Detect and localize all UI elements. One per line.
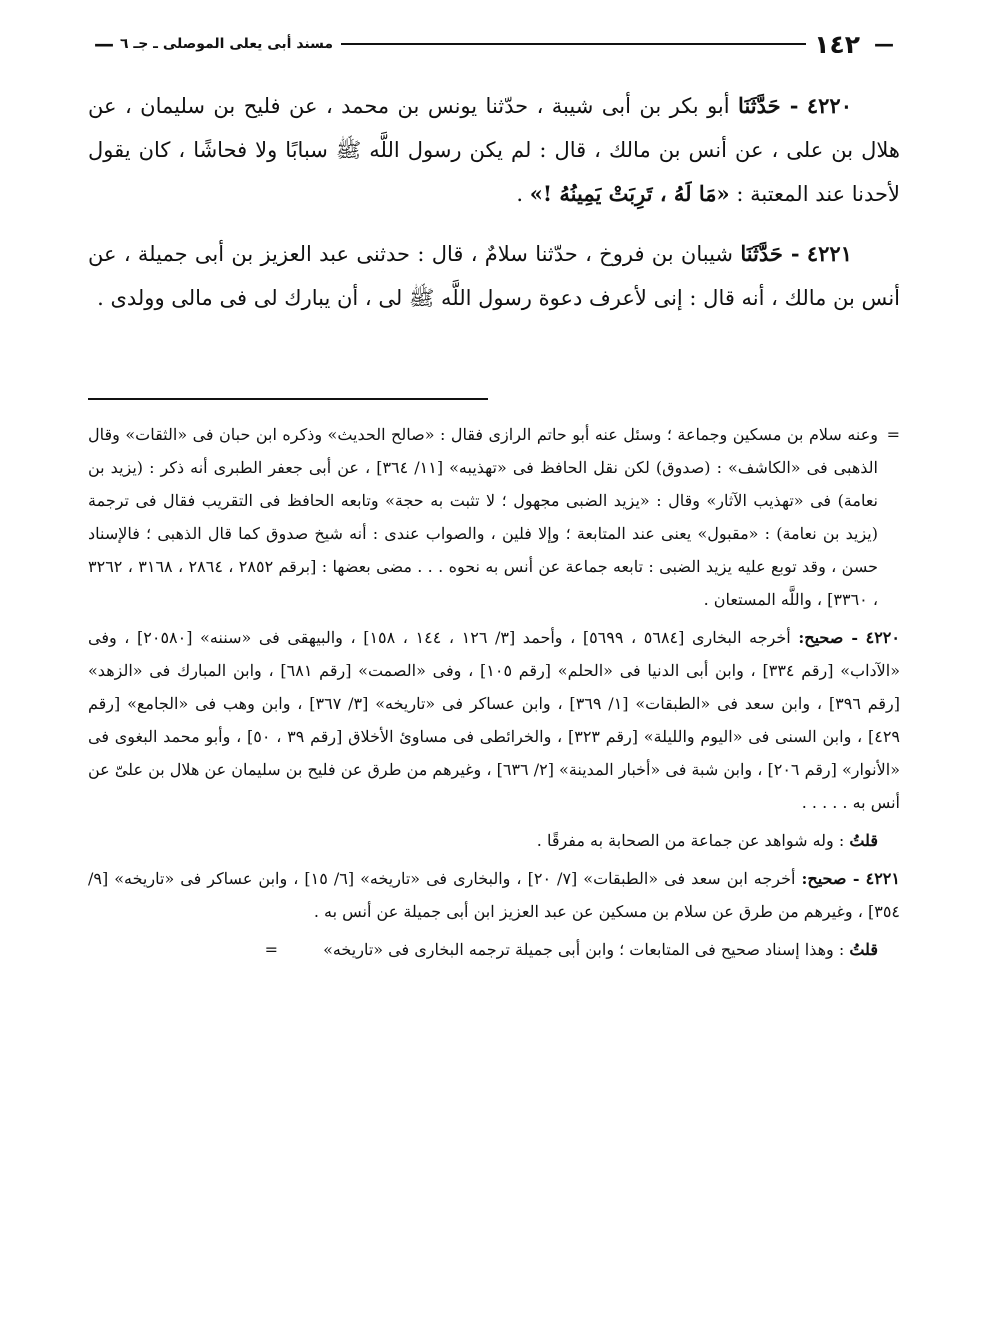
- qultu-label: قلتُ: [849, 940, 878, 959]
- page-number: ١٤٢: [814, 29, 860, 59]
- takhrij-4220: ٤٢٢٠ - صحيح: أخرجه البخارى [٥٦٨٤ ، ٥٦٩٩] ، وأحمد [٣/ ١٢٦ ، ١٤٤ ، ١٥٨] ، والبيهقى فى «سننه» [٢٠٥٨٠] ، وفى «الآداب» [رقم ٣٣٤] ، وابن أبى الدنيا فى «الحلم» [رقم ١٠٥] ، وفى «الصمت» [رقم ٦٨١] ، وابن المبارك فى «الزهد» [رقم ٣٩٦] ، وابن سعد فى «الطبقات» [١/ ٣٦٩] ، وابن عساكر فى «تاريخه» [٣/ ٣٦٧] ، وابن وهب فى «الجامع» [رقم ٤٢٩] ، وابن السنى فى «اليوم والليلة» [رقم ٣٢٣] ، والخرائطى فى مساوئ الأخلاق [رقم ٣٩ ، ٥٠] ، وأبو محمد البغوى فى «الأنوار» [رقم ٢٠٦] ، وابن شبة فى «أخبار المدينة» [٢/ ٦٣٦] ، وغيرهم من طرق عن فليح بن سليمان عن هلال بن علىّ عن أنس به . . . . .: [88, 628, 901, 812]
- page: [88, 26, 900, 1306]
- book-title: مسند أبى يعلى الموصلى ـ جـ ٦: [120, 36, 334, 52]
- haddathana: حَدَّثَنَا: [740, 241, 783, 266]
- qultu-label: قلتُ: [849, 831, 878, 850]
- haddathana: حَدَّثَنَا: [738, 93, 781, 118]
- header-dash: —: [874, 32, 894, 56]
- takhrij-grade: صحيح:: [801, 869, 847, 888]
- footnote-separator: [88, 398, 488, 400]
- footnote-continuation: [88, 418, 900, 616]
- takhrij-text: أخرجه ابن سعد فى «الطبقات» [٧/ ٢٠] ، والبخارى فى «تاريخه» [٦/ ١٥] ، وابن عساكر فى «تاريخه» [٩/ ٣٥٤] ، وغيرهم من طرق عن سلام بن مسكين عن عبد العزيز ابن أبى جميلة عن أنس به .: [88, 869, 900, 921]
- qultu-4220: [88, 824, 900, 857]
- hadith-text: شيبان بن فروخ ، حدّثنا سلامٌ ، قال : حدثنى عبد العزيز بن أبى جميلة ، عن أنس بن مالك ، أنه قال : إنى لأعرف دعوة رسول اللَّه ﷺ لى ، أن يبارك لى فى مالى وولدى .: [88, 242, 900, 310]
- main-text: [88, 84, 900, 336]
- hadith-4220: ٤٢٢٠ - حَدَّثَنَا أبو بكر بن أبى شيبة ، حدّثنا يونس بن محمد ، عن فليح بن سليمان ، عن هلال بن على ، عن أنس بن مالك ، قال : لم يكن رسول اللَّه ﷺ سبابًا ولا فحاشًا ، كان يقول لأحدنا عند المعتبة : «مَا لَهُ ، تَرِبَتْ يَمِينُهُ !» .: [88, 93, 900, 206]
- qultu-4221: [88, 933, 900, 966]
- header-rule: [341, 43, 806, 45]
- takhrij-number: ٤٢٢٠: [865, 628, 900, 647]
- hadith-quote: «مَا لَهُ ، تَرِبَتْ يَمِينُهُ !»: [529, 181, 730, 206]
- hadith-text-end: .: [516, 182, 524, 206]
- takhrij-4221: ٤٢٢١ - صحيح: أخرجه ابن سعد فى «الطبقات» [٧/ ٢٠] ، والبخارى فى «تاريخه» [٦/ ١٥] ، وابن عساكر فى «تاريخه» [٩/ ٣٥٤] ، وغيرهم من طرق عن سلام بن مسكين عن عبد العزيز ابن أبى جميلة عن أنس به .: [88, 869, 900, 921]
- footnotes: [88, 418, 900, 971]
- header-dash-end: —: [94, 32, 114, 56]
- takhrij-grade: صحيح:: [798, 628, 844, 647]
- hadith-number: ٤٢٢١: [806, 241, 852, 266]
- takhrij-number: ٤٢٢١: [865, 869, 900, 888]
- takhrij-text: أخرجه البخارى [٥٦٨٤ ، ٥٦٩٩] ، وأحمد [٣/ ١٢٦ ، ١٤٤ ، ١٥٨] ، والبيهقى فى «سننه» [٢٠٥٨٠] ، وفى «الآداب» [رقم ٣٣٤] ، وابن أبى الدنيا فى «الحلم» [رقم ١٠٥] ، وفى «الصمت» [رقم ٦٨١] ، وابن المبارك فى «الزهد» [رقم ٣٩٦] ، وابن سعد فى «الطبقات» [١/ ٣٦٩] ، وابن عساكر فى «تاريخه» [٣/ ٣٦٧] ، وابن وهب فى «الجامع» [رقم ٤٢٩] ، وابن السنى فى «اليوم والليلة» [رقم ٣٢٣] ، والخرائطى فى مساوئ الأخلاق [رقم ٣٩ ، ٥٠] ، وأبو محمد البغوى فى «الأنوار» [رقم ٢٠٦] ، وابن شبة فى «أخبار المدينة» [٢/ ٦٣٦] ، وغيرهم من طرق عن فليح بن سليمان عن هلال بن علىّ عن أنس به . . . . .: [88, 628, 901, 812]
- qultu-text: : وهذا إسناد صحيح فى المتابعات ؛ وابن أبى جميلة ترجمه البخارى فى «تاريخه»: [323, 940, 845, 959]
- continuation-end-marker: =: [264, 940, 278, 959]
- hadith-text: أبو بكر بن أبى شيبة ، حدّثنا يونس بن محمد ، عن فليح بن سليمان ، عن هلال بن على ، عن أنس بن مالك ، قال : لم يكن رسول اللَّه ﷺ سبابًا ولا فحاشًا ، كان يقول لأحدنا عند المعتبة :: [88, 94, 900, 206]
- footnote-text: وعنه سلام بن مسكين وجماعة ؛ وسئل عنه أبو حاتم الرازى فقال : «صالح الحديث» وذكره ابن حبان فى «الثقات» وقال الذهبى فى «الكاشف» : (صدوق) لكن نقل الحافظ فى «تهذيبه» [١١/ ٣٦٤] ، عن أبى جعفر الطبرى أنه ذكر : (يزيد بن نعامة) فى «تهذيب الآثار» وقال : «يزيد الضبى مجهول ؛ لا تثبت به حجة» وتابعه الحافظ فى التقريب فقال فى ترجمة (يزيد بن نعامة) : «مقبول» يعنى عند المتابعة ؛ وإلا فلين ، والصواب عندى : أنه شيخ صدوق كما قال الذهبى ؛ فالإسناد حسن ، وقد توبع عليه يزيد الضبى : تابعه جماعة عن أنس به نحوه . . . مضى بعضها : [برقم ٢٨٥٢ ، ٢٨٦٤ ، ٣١٦٨ ، ٣٢٦٢ ، ٣٣٦٠] ، واللَّه المستعان .: [88, 425, 879, 609]
- page-header: [88, 26, 900, 62]
- qultu-text: : وله شواهد عن جماعة من الصحابة به مفرقًا .: [536, 831, 845, 850]
- hadith-number: ٤٢٢٠: [806, 93, 852, 118]
- continuation-marker: =: [886, 425, 900, 444]
- hadith-4221: ٤٢٢١ - حَدَّثَنَا شيبان بن فروخ ، حدّثنا سلامٌ ، قال : حدثنى عبد العزيز بن أبى جميلة ، عن أنس بن مالك ، أنه قال : إنى لأعرف دعوة رسول اللَّه ﷺ لى ، أن يبارك لى فى مالى وولدى .: [88, 241, 900, 310]
